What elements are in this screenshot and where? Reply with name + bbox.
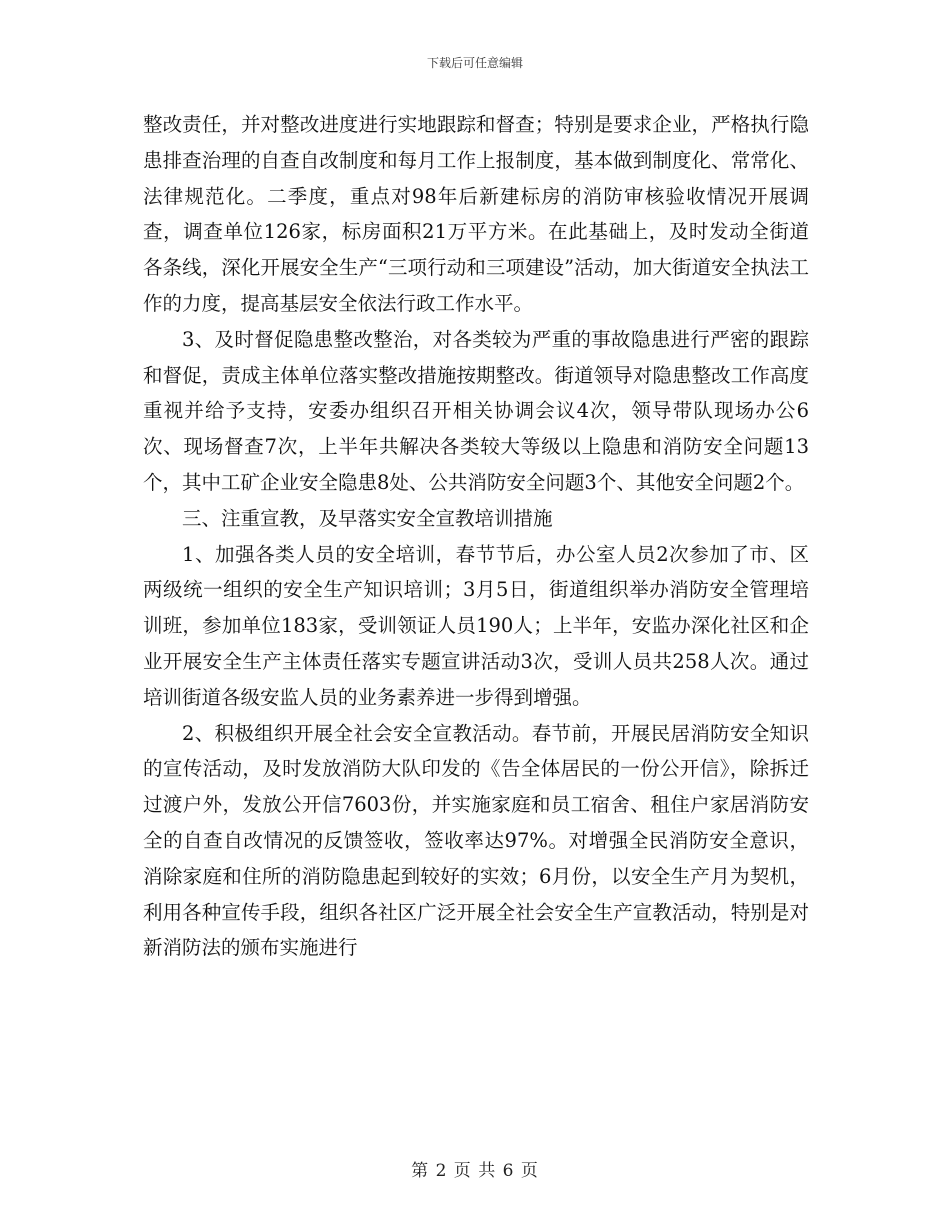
- paragraph-publicity-activities: 2、积极组织开展全社会安全宣教活动。春节前，开展民居消防安全知识的宣传活动，及时发放消防大队印发的《告全体居民的一份公开信》，除拆迁过渡户外，发放公开信7603份，并实施家庭和员工宿舍、租住户家居消防安全的自查自改情况的反馈签收，签收率达97%。对增强全民消防安全意识，消除家庭和住所的消防隐患起到较好的实效；6月份，以安全生产月为契机，利用各种宣传手段，组织各社区广泛开展全社会安全生产宣教活动，特别是对新消防法的颁布实施进行: [143, 721, 809, 960]
- document-body: [143, 107, 809, 966]
- page-header: 下载后可任意编辑: [426, 56, 523, 70]
- paragraph-hazard-rectification: 3、及时督促隐患整改整治，对各类较为严重的事故隐患进行严密的跟踪和督促，责成主体单位落实整改措施按期整改。街道领导对隐患整改工作高度重视并给予支持，安委办组织召开相关协调会议4次，领导带队现场办公6次、现场督查7次，上半年共解决各类较大等级以上隐患和消防安全问题13个，其中工矿企业安全隐患8处、公共消防安全问题3个、其他安全问题2个。: [143, 327, 809, 494]
- paragraph-continued-rectification: 整改责任，并对整改进度进行实地跟踪和督查；特别是要求企业，严格执行隐患排查治理的自查自改制度和每月工作上报制度，基本做到制度化、常常化、法律规范化。二季度，重点对98年后新建标房的消防审核验收情况开展调查，调查单位126家，标房面积21万平方米。在此基础上，及时发动全街道各条线，深化开展安全生产“三项行动和三项建设”活动，加大街道安全执法工作的力度，提高基层安全依法行政工作水平。: [143, 113, 809, 315]
- paragraph-safety-training: 1、加强各类人员的安全培训，春节节后，办公室人员2次参加了市、区两级统一组织的安全生产知识培训；3月5日，街道组织举办消防安全管理培训班，参加单位183家，受训领证人员190人；上半年，安监办深化社区和企业开展安全生产主体责任落实专题宣讲活动3次，受训人员共258人次。通过培训街道各级安监人员的业务素养进一步得到增强。: [143, 542, 809, 709]
- section-heading-safety-education: 三、注重宣教，及早落实安全宣教培训措施: [182, 506, 553, 530]
- page-number-footer: 第 2 页 共 6 页: [411, 1161, 539, 1181]
